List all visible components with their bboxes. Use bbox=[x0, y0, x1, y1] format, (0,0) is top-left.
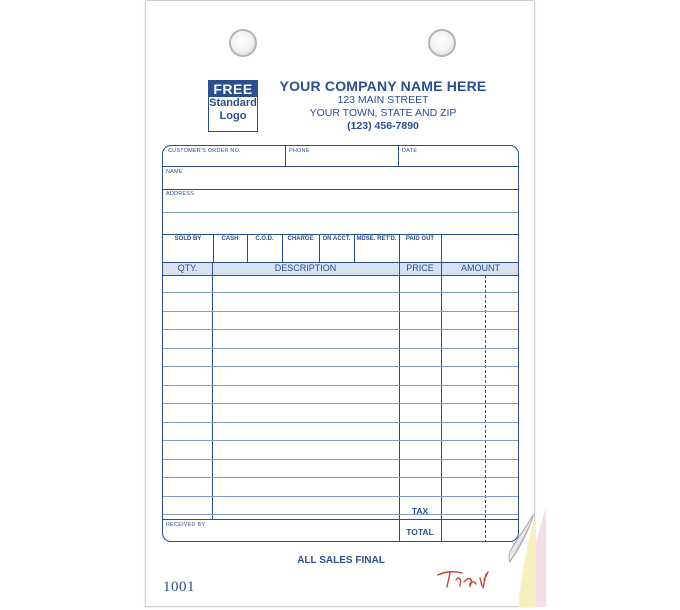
company-street: 123 MAIN STREET bbox=[337, 94, 429, 106]
company-city: YOUR TOWN, STATE AND ZIP bbox=[309, 107, 457, 119]
logo-free-label: FREE bbox=[209, 81, 257, 97]
item-row-line bbox=[163, 422, 518, 423]
sales-slip-sheet bbox=[145, 0, 535, 607]
item-row-line bbox=[163, 514, 518, 515]
date-label: DATE bbox=[402, 148, 418, 154]
item-row-line bbox=[163, 292, 518, 293]
punch-hole-right bbox=[428, 29, 456, 57]
qty-header: QTY. bbox=[177, 263, 198, 273]
description-header: DESCRIPTION bbox=[274, 263, 337, 273]
punch-hole-left bbox=[229, 29, 257, 57]
phone-label: PHONE bbox=[289, 148, 310, 154]
divider bbox=[163, 275, 518, 276]
divider bbox=[163, 212, 518, 213]
charge-header: CHARGE bbox=[287, 236, 314, 242]
company-header bbox=[268, 78, 498, 133]
thank-you-script-mark bbox=[436, 566, 496, 590]
divider bbox=[285, 146, 286, 166]
cod-header: C.O.D. bbox=[255, 236, 274, 242]
merchandise-returned-header: MDSE. RET'D. bbox=[356, 236, 397, 242]
amount-header: AMOUNT bbox=[461, 263, 500, 273]
paid-out-header: PAID OUT bbox=[405, 236, 435, 242]
item-row-line bbox=[163, 329, 518, 330]
item-row-line bbox=[163, 459, 518, 460]
page-curl-copies bbox=[506, 508, 546, 607]
item-row-line bbox=[163, 440, 518, 441]
divider bbox=[163, 234, 518, 235]
order-no-label: CUSTOMER'S ORDER NO. bbox=[168, 148, 241, 154]
divider bbox=[163, 189, 518, 190]
item-row-line bbox=[163, 366, 518, 367]
company-name: YOUR COMPANY NAME HERE bbox=[279, 78, 487, 94]
item-row-line bbox=[163, 385, 518, 386]
company-phone: (123) 456-7890 bbox=[347, 120, 419, 132]
qty-column-line bbox=[212, 262, 213, 519]
divider bbox=[398, 146, 399, 166]
item-row-line bbox=[163, 403, 518, 404]
logo-placeholder bbox=[208, 80, 258, 132]
item-row-line bbox=[163, 496, 518, 497]
item-row-line bbox=[163, 348, 518, 349]
cash-header: CASH bbox=[221, 236, 239, 242]
divider bbox=[163, 519, 518, 520]
order-form bbox=[162, 145, 519, 542]
tax-label: TAX bbox=[411, 506, 429, 516]
logo-line-2: Logo bbox=[219, 110, 247, 122]
price-header: PRICE bbox=[406, 263, 434, 273]
sold-by-header: SOLD BY bbox=[174, 236, 202, 242]
on-account-header: ON ACCT. bbox=[322, 236, 351, 242]
cents-column-line bbox=[485, 275, 486, 542]
name-label: NAME bbox=[166, 169, 183, 175]
all-sales-final-note: ALL SALES FINAL bbox=[297, 555, 385, 566]
item-row-line bbox=[163, 477, 518, 478]
address-label: ADDRESS bbox=[166, 191, 194, 197]
item-row-line bbox=[163, 311, 518, 312]
logo-line-1: Standard bbox=[209, 97, 257, 109]
total-label: TOTAL bbox=[406, 527, 434, 537]
serial-number: 1001 bbox=[163, 579, 195, 595]
divider bbox=[163, 166, 518, 167]
received-by-label: RECEIVED BY bbox=[166, 522, 206, 528]
